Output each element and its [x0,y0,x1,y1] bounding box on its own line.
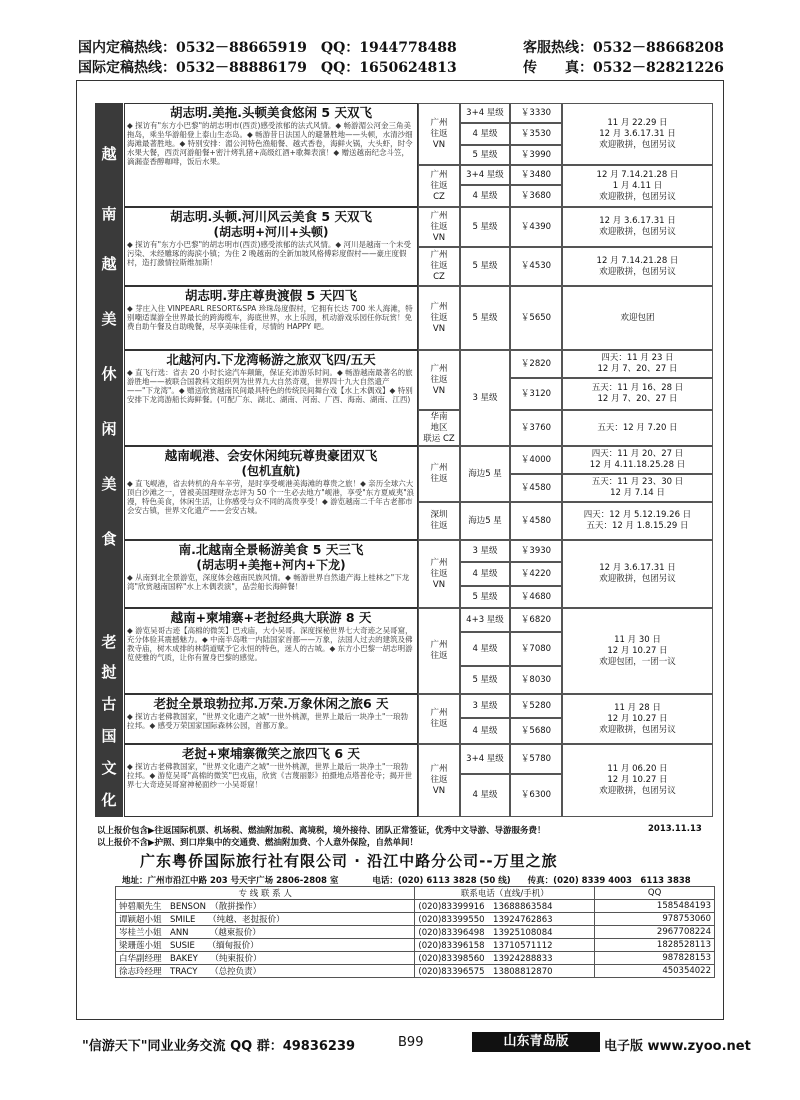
date-cell: 11 月 28 日 12 月 10.27 日 欢迎散拼，包团另议 [562,694,713,744]
domestic-hotline: 国内定稿热线：0532－88665919 QQ：1944778488 [78,40,457,56]
contact-phone: (020)83396158 13710571112 [415,939,595,952]
sidebar-char: 老 [101,633,117,651]
sidebar-char: 休 [101,365,117,383]
date-cell: 欢迎包团 [562,286,713,350]
star-cell: 海边5 星 [460,502,510,540]
package-description: ◆ 探访有"东方小巴黎"的胡志明市(西贡)感受浓郁的法式风情。◆ 河川是越南一个未受污染、未经雕琢的海滨小镇；为住 2 晚越南的全新加坡风格傅彩度假村——豪庄度假村，造打激情拉斯维加斯！ [127,240,412,267]
contact-phone: (020)83396575 13808812870 [415,965,595,978]
price-cell: ￥4680 [510,586,562,608]
date-cell: 五天：11 月 16、28 日 12 月 7、20、27 日 [562,378,713,410]
price-cell: ￥3120 [510,378,562,410]
table-row [116,926,715,939]
price-cell: ￥8030 [510,666,562,694]
company-name: 广东粤侨国际旅行社有限公司 · 沿江中路分公司--万里之旅 [140,852,558,870]
column-header: QQ [595,887,715,900]
price-cell: ￥4000 [510,446,562,474]
price-cell: ￥7080 [510,632,562,666]
route-cell: 广州 往返 CZ [418,165,460,207]
sidebar-char: 美 [101,475,117,493]
price-cell: ￥4220 [510,562,562,586]
price-cell: ￥3480 [510,165,562,185]
date-cell: 五天：12 月 7.20 日 [562,410,713,446]
package-title: 越南+柬埔寨+老挝经典大联游 8 天 [170,610,372,625]
contact-name: 徐志玲经理 TRACY （总控负责） [116,965,415,978]
fax: 传 真：0532－82821226 [523,60,724,76]
service-hotline: 客服热线：0532－88668208 [523,40,724,56]
star-cell: 海边5 星 [460,446,510,502]
contact-qq: 987828153 [595,952,715,965]
package-title: 老挝+柬埔寨微笑之旅四飞 6 天 [182,746,360,761]
price-cell: ￥4530 [510,247,562,286]
sidebar-char: 美 [101,310,117,328]
star-cell: 4 星级 [460,632,510,666]
column-header: 联系电话（直线/手机） [415,887,595,900]
star-cell: 3 星级 [460,694,510,718]
contact-name: 谭颖超小姐 SMILE （纯越、老挝报价） [116,913,415,926]
package-description: ◆ 芽庄入住 VINPEARL RESORT&SPA 珍珠岛度假村，它拥有长达 700 米人海滩，特别嘲适谍游全世界最长的跨海缆车，海底世界，水上乐园，机动游戏乐园任你玩赏！免费自助午餐及自助晚餐，尽享美味佳肴，尽情的 HAPPY 吧。 [127,304,413,331]
price-cell: ￥3330 [510,103,562,123]
price-cell: ￥3530 [510,123,562,145]
date-cell: 四天：11 月 23 日 12 月 7、20、27 日 [562,350,713,378]
sidebar-char: 古 [101,695,117,713]
star-cell: 4 星级 [460,562,510,586]
route-cell: 广州 往返 VN [418,207,460,247]
route-cell: 广州 往返 VN [418,350,460,410]
route-cell: 广州 往返 VN [418,286,460,350]
contact-phone: (020)83399550 13924762863 [415,913,595,926]
contact-name: 岑桂兰小姐 ANN （越柬报价） [116,926,415,939]
route-cell: 华南 地区 联运 CZ [418,410,460,446]
package-description: ◆ 游览吴哥古迹【高棉的微笑】巴戎庙，大小吴哥。深度探秘世界七大奇迹之吴哥窟，充分体验其震撼魅力。◆ 中南半岛唯一内陆国家首都——万象，法国人过去的建筑及佛教寺庙，树木成排的林荫道赋予它永恒的特色，迷人的古城。◆ 东方小巴黎一胡志明游览使雅的气质，让你有置身巴黎的感觉。 [127,626,413,662]
package-title: 越南岘港、会安休闲纯玩尊贵豪团双飞 [164,448,378,463]
star-cell: 3 星级 [460,540,510,562]
route-cell: 广州 往返 VN [418,540,460,608]
price-cell: ￥3680 [510,185,562,207]
package-block [124,608,418,694]
date-cell: 五天：11 月 23、30 日 12 月 7.14 日 [562,474,713,502]
edition-logo: 山东青岛版 [472,1032,600,1052]
edition-site: 电子版 www.zyoo.net [604,1039,751,1054]
table-row [116,965,715,978]
star-cell: 4 星级 [460,185,510,207]
package-subtitle: (包机直航) [241,464,301,478]
date-cell: 四天：12 月 5.12.19.26 日 五天：12 月 1.8.15.29 日 [562,502,713,540]
date-cell: 12 月 3.6.17.31 日 欢迎散拼，包团另议 [562,207,713,247]
price-cell: ￥3990 [510,145,562,165]
column-header: 专 线 联 系 人 [116,887,415,900]
package-block [124,103,418,207]
package-title: 胡志明.头顿.河川风云美食 5 天双飞 [170,209,372,224]
contact-name: 钟碧顺先生 BENSON （散拼操作） [116,900,415,913]
package-block [124,744,418,817]
sidebar-char: 国 [101,727,117,745]
table-row [116,900,715,913]
package-subtitle: (胡志明+美拖+河内+下龙) [196,558,346,572]
contact-name: 白华副经理 BAKEY （纯柬报价） [116,952,415,965]
package-block [124,694,418,744]
sidebar-char: 挝 [101,663,117,681]
package-description: ◆ 探访古老佛教国家，"世界文化遗产之城"一世外桃源，世界上最后一块净土"一琅勃拉邦。◆ 感受万荣国家国际森林公园，首都万象。 [127,712,408,730]
price-cell: ￥3760 [510,410,562,446]
date-cell: 四天：11 月 20、27 日 12 月 4.11.18.25.28 日 [562,446,713,474]
price-cell: ￥5680 [510,718,562,744]
price-includes: 以上报价包含▶往返国际机票、机场税、燃油附加税、离境税，境外接待、团队正常签证，优秀中文导游、导游服务费！ [97,826,546,836]
page-number: B99 [398,1035,424,1050]
star-cell: 4 星级 [460,718,510,744]
table-header-row [116,887,715,900]
price-cell: ￥5650 [510,286,562,350]
package-description: ◆ 探访古老佛教国家，"世界文化遗产之城"一世外桃源，世界上最后一块净土"一琅勃拉邦。◆ 游览吴哥"高棉的微笑"巴戎庙，欣赏《吉蔑丽影》拍摄地点塔普伦寺；揭开世界七大奇迹吴哥窟神秘面纱一小吴哥窟！ [127,762,413,789]
contact-qq: 1585484193 [595,900,715,913]
package-title: 胡志明.芽庄尊贵渡假 5 天四飞 [184,288,358,303]
date-cell: 11 月 30 日 12 月 10.27 日 欢迎包团，一团一议 [562,608,713,694]
pricing-grid [418,103,713,817]
star-cell: 5 星级 [460,586,510,608]
star-cell: 4 星级 [460,774,510,817]
star-cell: 3+4 星级 [460,103,510,123]
package-title: 南.北越南全景畅游美食 5 天三飞 [178,542,364,557]
date-cell: 11 月 22.29 日 12 月 3.6.17.31 日 欢迎散拼，包团另议 [562,103,713,165]
package-description: ◆ 从南到北全景游览，深度体会越南民族风情。◆ 畅游世界自然遗产海上桂林之"下龙湾"欣赏越南国粹"水上木偶表演"，品尝船长海鲜餐！ [127,573,410,591]
route-cell: 广州 往返 CZ [418,247,460,286]
route-cell: 广州 往返 [418,608,460,694]
route-cell: 广州 往返 [418,694,460,744]
price-cell: ￥5280 [510,694,562,718]
sidebar-char: 闲 [101,420,117,438]
star-cell: 3+4 星级 [460,744,510,774]
table-row [116,913,715,926]
star-cell: 5 星级 [460,247,510,286]
package-description: ◆ 直飞岘港，省去转机的舟车辛劳，是时享受岘港美海滩的尊贵之旅！◆ 亲历全球六大顶白沙滩之一，曾被美国理财杂志评为 50 个一生必去地方"岘港，享受"东方夏威夷"浪漫，特色美食，休闲生活，让你感受与众不同的高贵享受！◆ 游览越南二千年古老都市会安古镇，世界文化遗产——会安古城。 [127,479,415,515]
package-block [124,446,418,540]
contact-qq: 2967708224 [595,926,715,939]
contact-qq: 450354022 [595,965,715,978]
sidebar-char: 越 [101,255,117,273]
sidebar-char: 文 [101,759,117,777]
date-cell: 12 月 7.14.21.28 日 欢迎散拼，包团另议 [562,247,713,286]
route-cell: 深圳 往返 [418,502,460,540]
star-cell: 3+4 星级 [460,165,510,185]
price-excludes: 以上报价不含▶护照、到口岸集中的交通费、燃油附加费、个人意外保险，自然单间！ [97,838,419,848]
star-cell: 5 星级 [460,286,510,350]
sidebar-char: 食 [101,530,117,548]
contact-qq: 1828528113 [595,939,715,952]
star-cell: 5 星级 [460,666,510,694]
international-hotline: 国际定稿热线：0532－88886179 QQ：1650624813 [78,60,457,76]
contact-qq: 978753060 [595,913,715,926]
issue-date: 2013.11.13 [648,824,702,834]
table-row [116,952,715,965]
sidebar-char: 化 [101,791,117,809]
price-cell: ￥4580 [510,474,562,502]
category-sidebar [95,103,123,817]
star-cell: 4+3 星级 [460,608,510,632]
group-qq: "信游天下"同业业务交流 QQ 群：49836239 [82,1039,356,1054]
package-description: ◆ 探访有"东方小巴黎"的胡志明市(西贡)感受浓郁的法式风情。◆ 畅游湄公河金三角美拖岛，乘坐华游船登上泰山生态岛。◆ 畅游昔日法国人的避暑胜地——头顿，水清沙细海滩最著胜地。◆ 特别安排：湄公河特色渔船餐、越式香卷，海鲜火锅，大头虾，时令水果大餐，西贡河游船餐+密汁烤乳猪+高级红酒+歌舞表演！◆ 赠送越南纪念斗笠，滴漏壶香醇咖啡，饭后水果。 [127,121,413,166]
price-cell: ￥4580 [510,502,562,540]
route-cell: 广州 往返 [418,446,460,502]
package-subtitle: (胡志明+河川+头顿) [213,225,329,239]
package-title: 胡志明.美拖.头顿美食悠闲 5 天双飞 [170,105,372,120]
route-cell: 广州 往返 VN [418,744,460,817]
contact-phone: (020)83396498 13925108084 [415,926,595,939]
date-cell: 12 月 7.14.21.28 日 1 月 4.11 日 欢迎散拼，包团另议 [562,165,713,207]
contact-name: 梁珊莲小姐 SUSIE （缅甸报价） [116,939,415,952]
date-cell: 11 月 06.20 日 12 月 10.27 日 欢迎散拼，包团另议 [562,744,713,817]
sidebar-char: 南 [101,205,117,223]
sidebar-char: 越 [101,145,117,163]
price-cell: ￥5780 [510,744,562,774]
price-cell: ￥6820 [510,608,562,632]
price-cell: ￥2820 [510,350,562,378]
package-block [124,207,418,286]
route-cell: 广州 往返 VN [418,103,460,165]
date-cell: 12 月 3.6.17.31 日 欢迎散拼，包团另议 [562,540,713,608]
package-title: 北越河内.下龙湾畅游之旅双飞四/五天 [166,352,376,367]
star-cell: 3 星级 [460,350,510,446]
package-block [124,286,418,350]
package-description: ◆ 直飞行选：省去 20 小时长途汽车颠簸，保证充沛游乐时间。◆ 畅游越南最著名的旅游胜地——被联合国教科文组织列为世界九大自然奇观，世界四十九大自然遗产——"下龙湾"。◆ 赠送欣赏越南民间最具特色的传统民间舞台戏【水上木偶戏】◆ 特别安排下龙湾游船长海鲜餐。(可配广东、湖北、湖南、河南、广西、海南、湖南、江西) [127,368,413,404]
price-cell: ￥4390 [510,207,562,247]
contact-phone: (020)83398560 13924288833 [415,952,595,965]
table-row [116,939,715,952]
package-block [124,540,418,608]
star-cell: 5 星级 [460,207,510,247]
package-title: 老挝全景琅勃拉邦.万荣.万象休闲之旅6 天 [153,696,389,711]
contact-phone: (020)83399916 13688863584 [415,900,595,913]
price-cell: ￥3930 [510,540,562,562]
price-cell: ￥6300 [510,774,562,817]
company-address: 地址：广州市沿江中路 203 号天宇广场 2806-2808 室 电话：(020) 6113 3828 (50 线) 传真：(020) 8339 4003 6113 3838 [122,876,691,886]
star-cell: 4 星级 [460,123,510,145]
star-cell: 5 星级 [460,145,510,165]
package-block [124,350,418,446]
contacts-table [115,886,715,978]
